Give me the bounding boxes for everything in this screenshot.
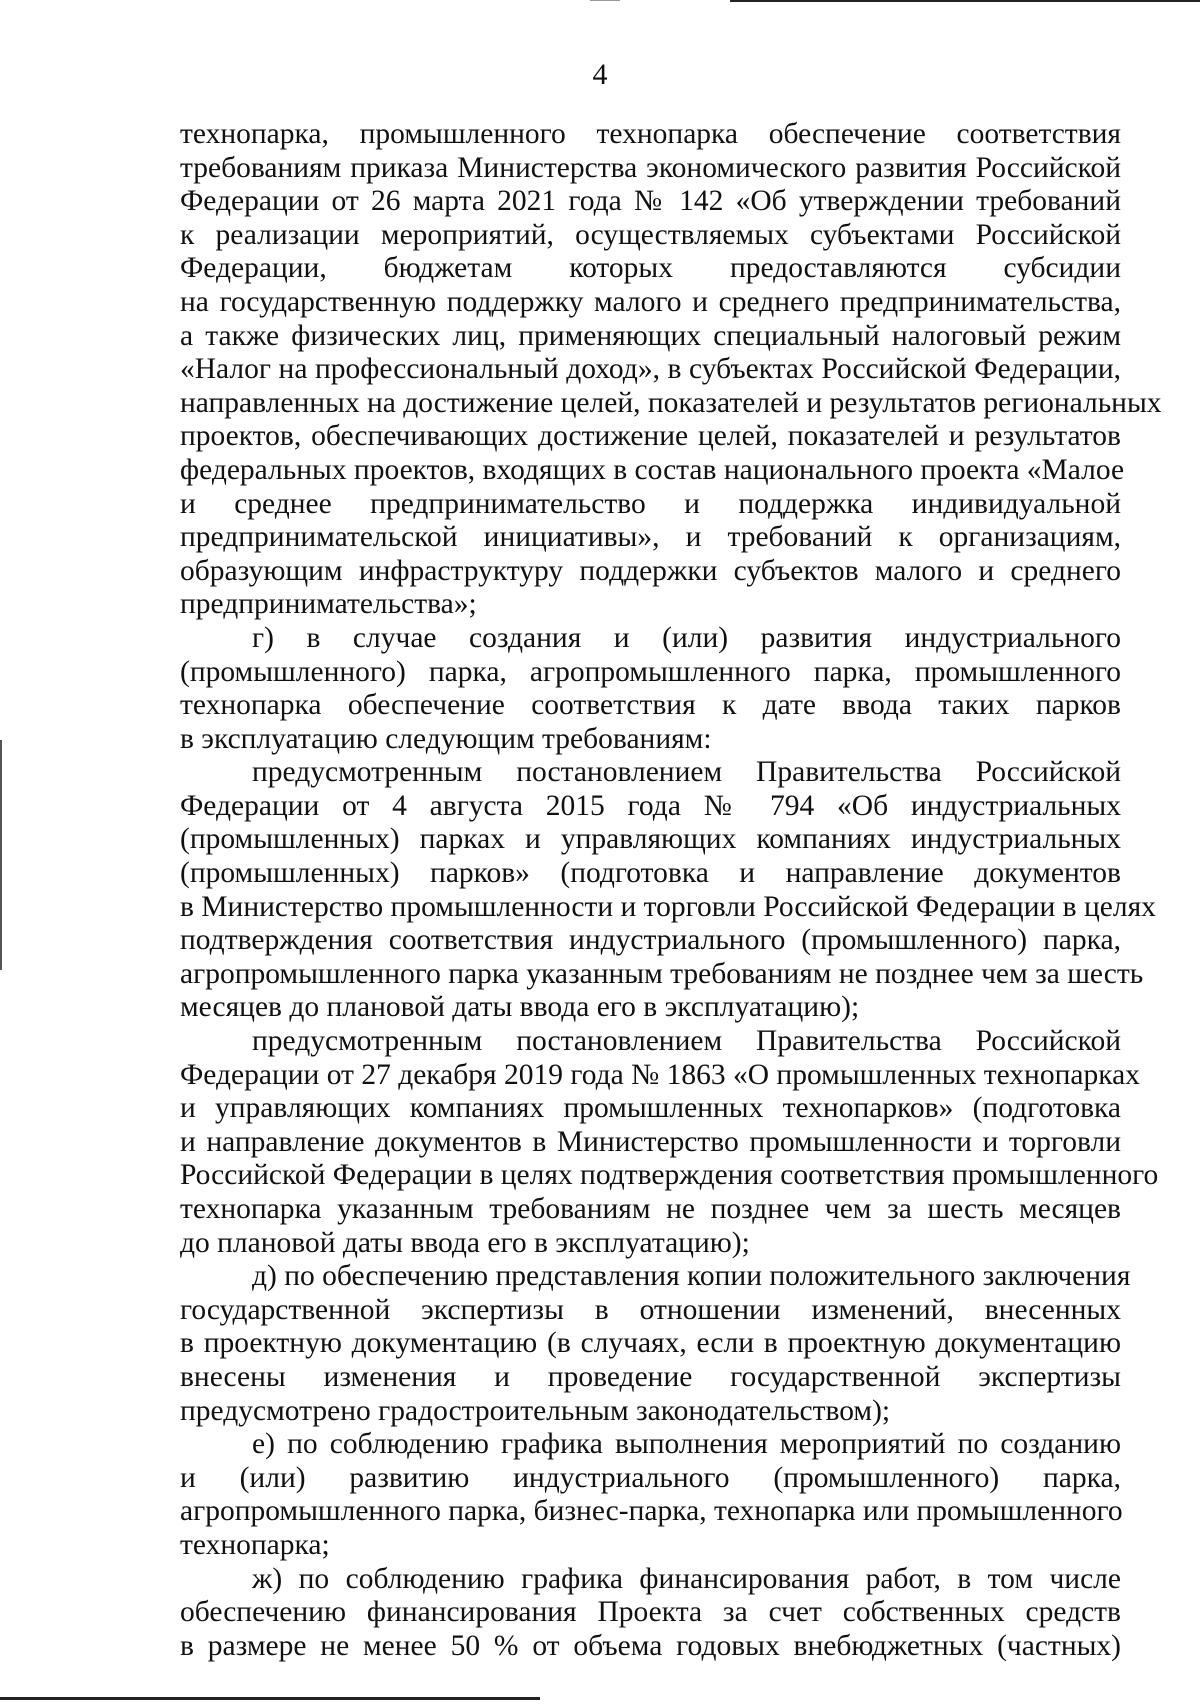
text-line: технопарка обеспечение соответствия к дате ввода таких парков <box>180 689 1121 722</box>
text-line: требованиям приказа Министерства экономического развития Российской <box>180 151 1121 184</box>
scan-edge-left <box>0 740 2 970</box>
text-line: проектов, обеспечивающих достижение целей, показателей и результатов <box>180 420 1121 453</box>
scan-edge-bottom <box>0 1697 540 1700</box>
text-line: на государственную поддержку малого и среднего предпринимательства, <box>180 285 1121 318</box>
text-line: предпринимательства»; <box>180 588 477 621</box>
text-line: обеспечению финансирования Проекта за счет собственных средств <box>180 1596 1121 1629</box>
text-line: в эксплуатацию следующим требованиям: <box>180 722 712 755</box>
text-line: Федерации от 4 августа 2015 года № 794 «Об индустриальных <box>180 789 1121 822</box>
text-line: и (или) развитию индустриального (промышленного) парка, <box>180 1461 1121 1494</box>
text-line: в размере не менее 50 % от объема годовых внебюджетных (частных) <box>180 1629 1121 1662</box>
text-line: агропромышленного парка, бизнес-парка, технопарка или промышленного <box>180 1495 1123 1528</box>
text-line: и направление документов в Министерство промышленности и торговли <box>180 1125 1121 1158</box>
paragraph-start: предусмотренным постановлением Правительства Российской <box>252 1025 1121 1058</box>
text-line: к реализации мероприятий, осуществляемых субъектами Российской <box>180 218 1121 251</box>
text-line: технопарка; <box>180 1528 330 1561</box>
text-line: Федерации от 26 марта 2021 года № 142 «Об утверждении требований <box>180 185 1121 218</box>
paragraph-start-d: д) по обеспечению представления копии положительного заключения <box>252 1260 1131 1293</box>
text-line: а также физических лиц, применяющих специальный налоговый режим <box>180 319 1121 352</box>
text-line: до плановой даты ввода его в эксплуатацию); <box>180 1226 750 1259</box>
text-line: федеральных проектов, входящих в состав национального проекта «Малое <box>180 453 1125 486</box>
scan-mark <box>590 0 620 1</box>
paragraph-start-g: г) в случае создания и (или) развития индустриального <box>252 621 1121 654</box>
text-line: технопарка, промышленного технопарка обеспечение соответствия <box>180 118 1121 150</box>
text-line: образующим инфраструктуру поддержки субъектов малого и среднего <box>180 554 1121 587</box>
text-line: (промышленных) парков» (подготовка и направление документов <box>180 857 1121 890</box>
text-line: (промышленных) парках и управляющих компаниях индустриальных <box>180 823 1121 856</box>
text-line: месяцев до плановой даты ввода его в эксплуатацию); <box>180 991 860 1024</box>
paragraph-start-zh: ж) по соблюдению графика финансирования работ, в том числе <box>252 1562 1121 1595</box>
text-line: предпринимательской инициативы», и требований к организациям, <box>180 521 1121 554</box>
scan-edge-top <box>730 0 1200 2</box>
text-line: Российской Федерации в целях подтверждения соответствия промышленного <box>180 1159 1159 1192</box>
text-line: «Налог на профессиональный доход», в субъектах Российской Федерации, <box>180 353 1121 386</box>
text-line: и среднее предпринимательство и поддержка индивидуальной <box>180 487 1121 520</box>
text-line: в проектную документацию (в случаях, если в проектную документацию <box>180 1327 1121 1360</box>
paragraph-start-e: е) по соблюдению графика выполнения мероприятий по созданию <box>252 1428 1121 1461</box>
text-line: в Министерство промышленности и торговли Российской Федерации в целях <box>180 890 1156 923</box>
text-line: предусмотрено градостроительным законодательством); <box>180 1394 891 1427</box>
document-body <box>180 118 1162 1663</box>
page-number: 4 <box>592 58 608 91</box>
text-line: Федерации от 27 декабря 2019 года № 1863 «О промышленных технопарках <box>180 1058 1140 1091</box>
text-line: (промышленного) парка, агропромышленного парка, промышленного <box>180 655 1121 688</box>
text-line: агропромышленного парка указанным требованиям не позднее чем за шесть <box>180 957 1144 990</box>
text-line: государственной экспертизы в отношении изменений, внесенных <box>180 1293 1121 1326</box>
text-line: Федерации, бюджетам которых предоставляются субсидии <box>180 252 1121 285</box>
text-line: и управляющих компаниях промышленных технопарков» (подготовка <box>180 1092 1121 1125</box>
text-line: технопарка указанным требованиям не позднее чем за шесть месяцев <box>180 1193 1121 1225</box>
text-line: внесены изменения и проведение государственной экспертизы <box>180 1360 1121 1393</box>
paragraph-start: предусмотренным постановлением Правительства Российской <box>252 756 1121 789</box>
text-line: подтверждения соответствия индустриального (промышленного) парка, <box>180 924 1121 957</box>
text-line: направленных на достижение целей, показателей и результатов региональных <box>180 386 1162 419</box>
